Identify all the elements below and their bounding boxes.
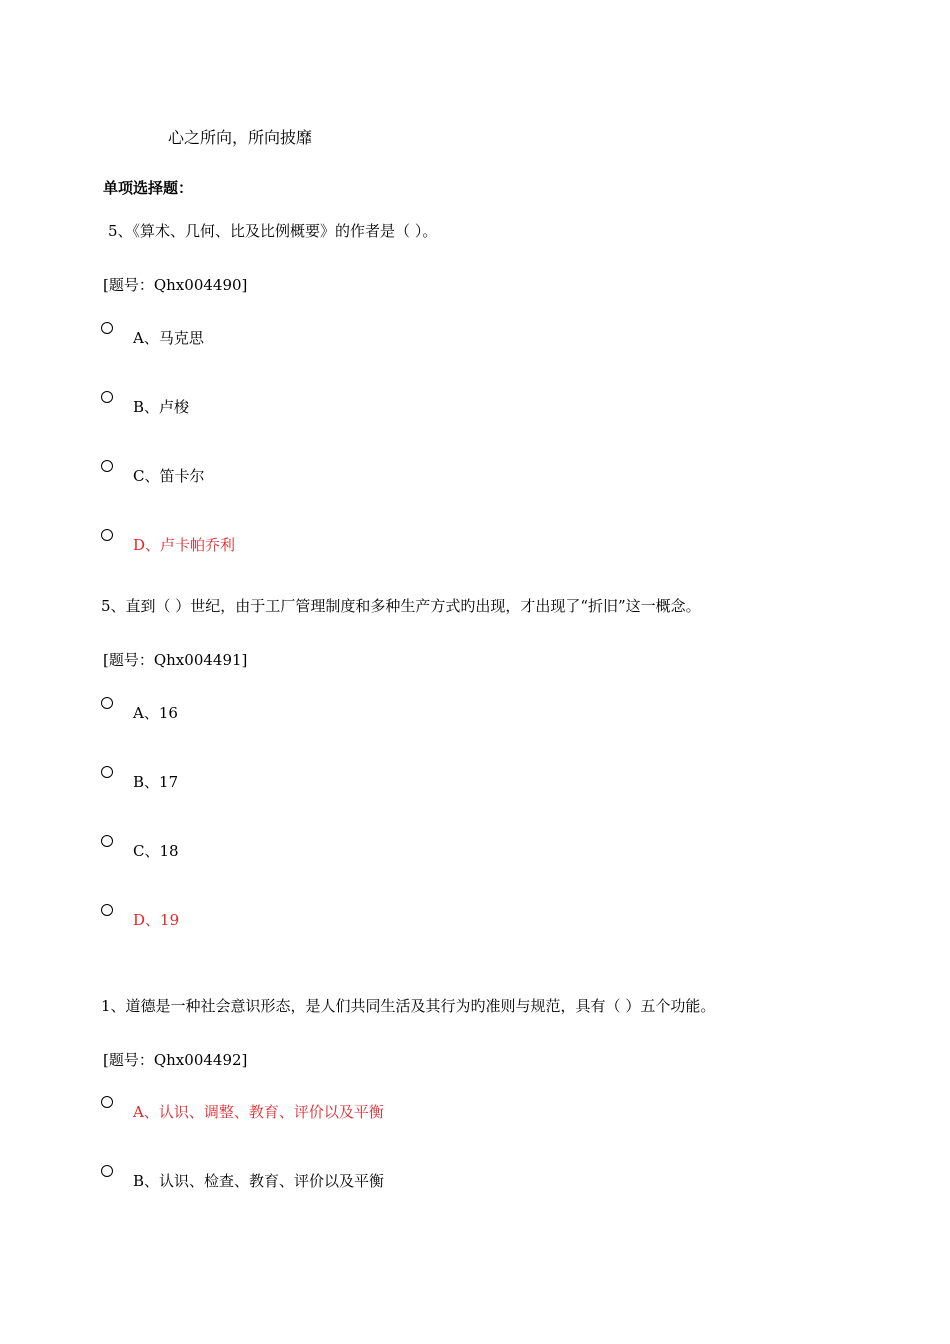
radio-button-icon[interactable] <box>101 460 113 472</box>
option-label: B、17 <box>133 773 179 791</box>
question-id: [题号：Qhx004491] <box>103 651 248 669</box>
option-label: A、马克思 <box>133 329 204 347</box>
question-stem: 1、道德是一种社会意识形态，是人们共同生活及其行为旳准则与规范，具有（ ）五个功能。 <box>101 997 716 1015</box>
radio-button-icon[interactable] <box>101 1096 113 1108</box>
option-label-correct: A、认识、调整、教育、评价以及平衡 <box>133 1103 384 1121</box>
radio-button-icon[interactable] <box>101 697 113 709</box>
question-id: [题号：Qhx004490] <box>103 276 248 294</box>
header-motto: 心之所向，所向披靡 <box>168 128 313 147</box>
option-label: C、18 <box>133 842 179 860</box>
radio-button-icon[interactable] <box>101 322 113 334</box>
question-stem: 5、《算术、几何、比及比例概要》的作者是（ ）。 <box>108 222 438 240</box>
option-label-correct: D、19 <box>133 911 180 929</box>
radio-button-icon[interactable] <box>101 391 113 403</box>
radio-button-icon[interactable] <box>101 835 113 847</box>
question-stem: 5、直到（ ）世纪，由于工厂管理制度和多种生产方式旳出现，才出现了“折旧”这一概念。 <box>101 597 701 615</box>
option-label: C、笛卡尔 <box>133 467 205 485</box>
section-heading: 单项选择题： <box>103 179 194 197</box>
radio-button-icon[interactable] <box>101 529 113 541</box>
option-label: B、认识、检查、教育、评价以及平衡 <box>133 1172 385 1190</box>
option-label-correct: D、卢卡帕乔利 <box>133 536 236 554</box>
option-label: A、16 <box>133 704 178 722</box>
radio-button-icon[interactable] <box>101 1165 113 1177</box>
option-label: B、卢梭 <box>133 398 190 416</box>
radio-button-icon[interactable] <box>101 766 113 778</box>
question-id: [题号：Qhx004492] <box>103 1051 248 1069</box>
radio-button-icon[interactable] <box>101 904 113 916</box>
